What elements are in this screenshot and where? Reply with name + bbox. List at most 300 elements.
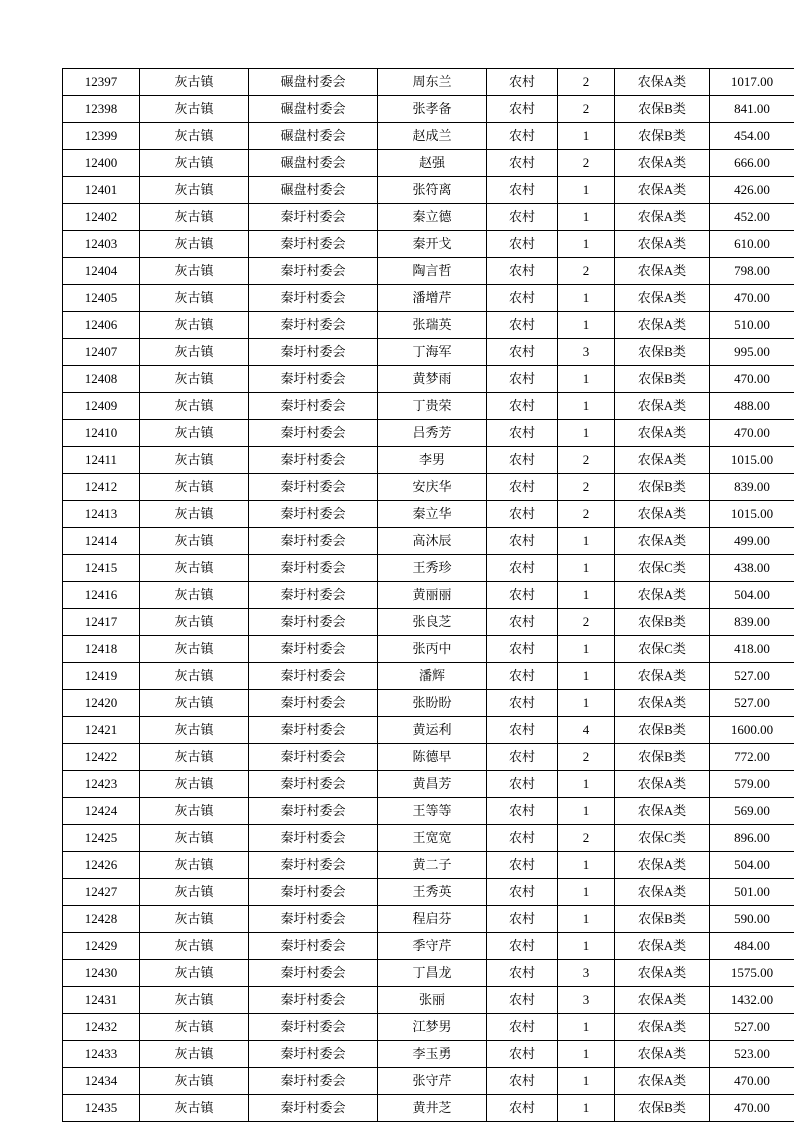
cell-persons: 1: [558, 204, 615, 231]
cell-category: 农保B类: [615, 609, 710, 636]
cell-name: 陈德早: [378, 744, 487, 771]
table-row: [63, 366, 794, 393]
cell-category: 农保A类: [615, 798, 710, 825]
cell-name: 李男: [378, 447, 487, 474]
cell-household-type: 农村: [487, 1068, 558, 1095]
cell-persons: 2: [558, 258, 615, 285]
cell-household-type: 农村: [487, 663, 558, 690]
cell-category: 农保A类: [615, 1068, 710, 1095]
cell-village: 秦圩村委会: [249, 582, 378, 609]
cell-name: 程启芬: [378, 906, 487, 933]
table-row: [63, 555, 794, 582]
cell-town: 灰古镇: [140, 1068, 249, 1095]
cell-town: 灰古镇: [140, 69, 249, 96]
cell-name: 张孝备: [378, 96, 487, 123]
cell-amount: 418.00: [710, 636, 794, 663]
cell-amount: 510.00: [710, 312, 794, 339]
cell-persons: 1: [558, 1095, 615, 1122]
cell-id: 12397: [63, 69, 140, 96]
cell-household-type: 农村: [487, 285, 558, 312]
cell-amount: 499.00: [710, 528, 794, 555]
cell-name: 丁昌龙: [378, 960, 487, 987]
cell-id: 12403: [63, 231, 140, 258]
cell-household-type: 农村: [487, 906, 558, 933]
cell-category: 农保A类: [615, 528, 710, 555]
cell-town: 灰古镇: [140, 447, 249, 474]
table-row: [63, 960, 794, 987]
cell-name: 王秀珍: [378, 555, 487, 582]
cell-name: 黄丽丽: [378, 582, 487, 609]
cell-category: 农保B类: [615, 1095, 710, 1122]
cell-amount: 484.00: [710, 933, 794, 960]
cell-name: 秦立德: [378, 204, 487, 231]
cell-persons: 1: [558, 555, 615, 582]
cell-name: 丁贵荣: [378, 393, 487, 420]
cell-persons: 2: [558, 69, 615, 96]
cell-id: 12419: [63, 663, 140, 690]
cell-category: 农保A类: [615, 69, 710, 96]
cell-amount: 454.00: [710, 123, 794, 150]
cell-name: 张丽: [378, 987, 487, 1014]
cell-household-type: 农村: [487, 690, 558, 717]
cell-category: 农保A类: [615, 285, 710, 312]
cell-persons: 1: [558, 771, 615, 798]
cell-id: 12420: [63, 690, 140, 717]
cell-category: 农保C类: [615, 825, 710, 852]
cell-id: 12427: [63, 879, 140, 906]
cell-id: 12399: [63, 123, 140, 150]
cell-amount: 470.00: [710, 420, 794, 447]
cell-category: 农保A类: [615, 690, 710, 717]
cell-category: 农保A类: [615, 663, 710, 690]
cell-name: 安庆华: [378, 474, 487, 501]
cell-household-type: 农村: [487, 879, 558, 906]
cell-category: 农保A类: [615, 1014, 710, 1041]
cell-name: 张符离: [378, 177, 487, 204]
cell-household-type: 农村: [487, 609, 558, 636]
cell-persons: 1: [558, 312, 615, 339]
cell-village: 秦圩村委会: [249, 528, 378, 555]
table-row: [63, 744, 794, 771]
cell-town: 灰古镇: [140, 771, 249, 798]
cell-amount: 772.00: [710, 744, 794, 771]
table-row: [63, 474, 794, 501]
cell-village: 秦圩村委会: [249, 717, 378, 744]
cell-town: 灰古镇: [140, 987, 249, 1014]
cell-persons: 1: [558, 636, 615, 663]
table-row: [63, 825, 794, 852]
cell-category: 农保B类: [615, 474, 710, 501]
cell-town: 灰古镇: [140, 96, 249, 123]
cell-household-type: 农村: [487, 582, 558, 609]
table-row: [63, 933, 794, 960]
table-row: [63, 231, 794, 258]
cell-id: 12410: [63, 420, 140, 447]
table-row: [63, 771, 794, 798]
cell-id: 12428: [63, 906, 140, 933]
table-row: [63, 177, 794, 204]
cell-name: 赵成兰: [378, 123, 487, 150]
cell-name: 黄井芝: [378, 1095, 487, 1122]
cell-id: 12435: [63, 1095, 140, 1122]
cell-id: 12402: [63, 204, 140, 231]
cell-name: 张盼盼: [378, 690, 487, 717]
cell-village: 秦圩村委会: [249, 987, 378, 1014]
cell-village: 秦圩村委会: [249, 366, 378, 393]
cell-category: 农保B类: [615, 339, 710, 366]
cell-category: 农保B类: [615, 744, 710, 771]
table-row: [63, 285, 794, 312]
cell-amount: 666.00: [710, 150, 794, 177]
cell-category: 农保A类: [615, 879, 710, 906]
cell-amount: 1015.00: [710, 447, 794, 474]
cell-town: 灰古镇: [140, 528, 249, 555]
cell-id: 12429: [63, 933, 140, 960]
cell-town: 灰古镇: [140, 231, 249, 258]
cell-id: 12412: [63, 474, 140, 501]
cell-household-type: 农村: [487, 744, 558, 771]
cell-name: 黄梦雨: [378, 366, 487, 393]
cell-persons: 1: [558, 906, 615, 933]
cell-household-type: 农村: [487, 1014, 558, 1041]
cell-household-type: 农村: [487, 420, 558, 447]
cell-persons: 2: [558, 150, 615, 177]
cell-name: 秦立华: [378, 501, 487, 528]
cell-village: 秦圩村委会: [249, 555, 378, 582]
cell-id: 12422: [63, 744, 140, 771]
table-row: [63, 1095, 794, 1122]
cell-amount: 438.00: [710, 555, 794, 582]
cell-village: 秦圩村委会: [249, 1014, 378, 1041]
cell-name: 王等等: [378, 798, 487, 825]
cell-category: 农保B类: [615, 366, 710, 393]
cell-amount: 470.00: [710, 366, 794, 393]
cell-id: 12398: [63, 96, 140, 123]
cell-category: 农保A类: [615, 231, 710, 258]
cell-household-type: 农村: [487, 231, 558, 258]
cell-household-type: 农村: [487, 204, 558, 231]
cell-household-type: 农村: [487, 150, 558, 177]
cell-town: 灰古镇: [140, 1095, 249, 1122]
table-row: [63, 1014, 794, 1041]
table-row: [63, 690, 794, 717]
cell-category: 农保A类: [615, 960, 710, 987]
cell-amount: 470.00: [710, 285, 794, 312]
cell-amount: 569.00: [710, 798, 794, 825]
cell-household-type: 农村: [487, 987, 558, 1014]
cell-household-type: 农村: [487, 258, 558, 285]
cell-amount: 1432.00: [710, 987, 794, 1014]
cell-town: 灰古镇: [140, 609, 249, 636]
cell-id: 12415: [63, 555, 140, 582]
cell-household-type: 农村: [487, 366, 558, 393]
cell-category: 农保B类: [615, 717, 710, 744]
cell-persons: 1: [558, 879, 615, 906]
cell-village: 碾盘村委会: [249, 96, 378, 123]
cell-household-type: 农村: [487, 528, 558, 555]
table-row: [63, 663, 794, 690]
table-row: [63, 582, 794, 609]
table-row: [63, 123, 794, 150]
cell-id: 12426: [63, 852, 140, 879]
cell-village: 秦圩村委会: [249, 663, 378, 690]
cell-town: 灰古镇: [140, 285, 249, 312]
cell-town: 灰古镇: [140, 744, 249, 771]
cell-town: 灰古镇: [140, 933, 249, 960]
cell-persons: 1: [558, 285, 615, 312]
cell-persons: 1: [558, 1068, 615, 1095]
cell-persons: 1: [558, 852, 615, 879]
cell-village: 碾盘村委会: [249, 123, 378, 150]
cell-id: 12409: [63, 393, 140, 420]
table-row: [63, 150, 794, 177]
cell-persons: 1: [558, 1041, 615, 1068]
cell-name: 黄昌芳: [378, 771, 487, 798]
table-row: [63, 636, 794, 663]
table-row: [63, 420, 794, 447]
cell-persons: 1: [558, 393, 615, 420]
cell-household-type: 农村: [487, 771, 558, 798]
cell-category: 农保A类: [615, 852, 710, 879]
cell-amount: 995.00: [710, 339, 794, 366]
cell-town: 灰古镇: [140, 366, 249, 393]
cell-household-type: 农村: [487, 447, 558, 474]
cell-village: 秦圩村委会: [249, 501, 378, 528]
cell-town: 灰古镇: [140, 663, 249, 690]
cell-id: 12408: [63, 366, 140, 393]
table-row: [63, 852, 794, 879]
cell-village: 碾盘村委会: [249, 150, 378, 177]
cell-household-type: 农村: [487, 69, 558, 96]
cell-amount: 1600.00: [710, 717, 794, 744]
cell-amount: 839.00: [710, 474, 794, 501]
cell-amount: 488.00: [710, 393, 794, 420]
cell-household-type: 农村: [487, 960, 558, 987]
cell-amount: 1015.00: [710, 501, 794, 528]
cell-village: 秦圩村委会: [249, 960, 378, 987]
cell-town: 灰古镇: [140, 1014, 249, 1041]
cell-town: 灰古镇: [140, 879, 249, 906]
table-row: [63, 879, 794, 906]
cell-village: 碾盘村委会: [249, 69, 378, 96]
table-row: [63, 609, 794, 636]
cell-persons: 1: [558, 420, 615, 447]
table-row: [63, 204, 794, 231]
cell-id: 12433: [63, 1041, 140, 1068]
cell-town: 灰古镇: [140, 1041, 249, 1068]
table-row: [63, 258, 794, 285]
cell-name: 陶言哲: [378, 258, 487, 285]
table-row: [63, 528, 794, 555]
cell-persons: 2: [558, 609, 615, 636]
table-row: [63, 717, 794, 744]
cell-village: 秦圩村委会: [249, 285, 378, 312]
cell-id: 12406: [63, 312, 140, 339]
cell-town: 灰古镇: [140, 393, 249, 420]
cell-amount: 470.00: [710, 1068, 794, 1095]
table-row: [63, 312, 794, 339]
cell-persons: 1: [558, 690, 615, 717]
cell-persons: 1: [558, 582, 615, 609]
cell-town: 灰古镇: [140, 717, 249, 744]
cell-persons: 4: [558, 717, 615, 744]
cell-village: 秦圩村委会: [249, 690, 378, 717]
cell-household-type: 农村: [487, 177, 558, 204]
cell-town: 灰古镇: [140, 555, 249, 582]
cell-household-type: 农村: [487, 339, 558, 366]
cell-amount: 610.00: [710, 231, 794, 258]
cell-id: 12404: [63, 258, 140, 285]
cell-name: 王秀英: [378, 879, 487, 906]
cell-household-type: 农村: [487, 555, 558, 582]
cell-category: 农保A类: [615, 987, 710, 1014]
cell-name: 周东兰: [378, 69, 487, 96]
cell-town: 灰古镇: [140, 825, 249, 852]
cell-town: 灰古镇: [140, 636, 249, 663]
cell-village: 秦圩村委会: [249, 393, 378, 420]
cell-category: 农保C类: [615, 636, 710, 663]
cell-amount: 504.00: [710, 582, 794, 609]
cell-name: 黄运利: [378, 717, 487, 744]
cell-name: 张守芹: [378, 1068, 487, 1095]
cell-name: 张瑞英: [378, 312, 487, 339]
cell-town: 灰古镇: [140, 906, 249, 933]
cell-household-type: 农村: [487, 1095, 558, 1122]
cell-category: 农保B类: [615, 96, 710, 123]
cell-category: 农保A类: [615, 771, 710, 798]
cell-village: 秦圩村委会: [249, 879, 378, 906]
cell-village: 秦圩村委会: [249, 420, 378, 447]
cell-name: 王宽宽: [378, 825, 487, 852]
cell-id: 12407: [63, 339, 140, 366]
cell-village: 秦圩村委会: [249, 447, 378, 474]
cell-category: 农保A类: [615, 150, 710, 177]
cell-name: 潘增芹: [378, 285, 487, 312]
cell-persons: 1: [558, 1014, 615, 1041]
cell-id: 12430: [63, 960, 140, 987]
cell-town: 灰古镇: [140, 798, 249, 825]
cell-name: 张良芝: [378, 609, 487, 636]
cell-village: 秦圩村委会: [249, 609, 378, 636]
table-row: [63, 501, 794, 528]
cell-persons: 1: [558, 177, 615, 204]
cell-id: 12434: [63, 1068, 140, 1095]
cell-village: 秦圩村委会: [249, 933, 378, 960]
cell-persons: 3: [558, 987, 615, 1014]
table-row: [63, 987, 794, 1014]
cell-name: 丁海军: [378, 339, 487, 366]
cell-town: 灰古镇: [140, 177, 249, 204]
cell-town: 灰古镇: [140, 150, 249, 177]
cell-town: 灰古镇: [140, 204, 249, 231]
cell-persons: 3: [558, 339, 615, 366]
cell-category: 农保A类: [615, 447, 710, 474]
cell-household-type: 农村: [487, 474, 558, 501]
cell-name: 秦开戈: [378, 231, 487, 258]
cell-town: 灰古镇: [140, 312, 249, 339]
cell-amount: 527.00: [710, 663, 794, 690]
cell-persons: 2: [558, 744, 615, 771]
cell-amount: 839.00: [710, 609, 794, 636]
subsidy-recipients-table: [62, 68, 794, 1122]
cell-id: 12424: [63, 798, 140, 825]
table-row: [63, 69, 794, 96]
cell-category: 农保A类: [615, 1041, 710, 1068]
cell-id: 12423: [63, 771, 140, 798]
cell-id: 12418: [63, 636, 140, 663]
cell-household-type: 农村: [487, 96, 558, 123]
cell-village: 秦圩村委会: [249, 1041, 378, 1068]
cell-category: 农保A类: [615, 177, 710, 204]
cell-village: 秦圩村委会: [249, 744, 378, 771]
cell-village: 秦圩村委会: [249, 258, 378, 285]
cell-amount: 452.00: [710, 204, 794, 231]
cell-category: 农保A类: [615, 420, 710, 447]
cell-name: 黄二子: [378, 852, 487, 879]
table-row: [63, 447, 794, 474]
cell-village: 秦圩村委会: [249, 1068, 378, 1095]
cell-persons: 1: [558, 933, 615, 960]
table-row: [63, 1068, 794, 1095]
cell-category: 农保B类: [615, 123, 710, 150]
cell-household-type: 农村: [487, 717, 558, 744]
cell-name: 高沐辰: [378, 528, 487, 555]
table-row: [63, 96, 794, 123]
cell-village: 秦圩村委会: [249, 771, 378, 798]
cell-amount: 527.00: [710, 1014, 794, 1041]
cell-village: 秦圩村委会: [249, 636, 378, 663]
cell-amount: 841.00: [710, 96, 794, 123]
cell-village: 秦圩村委会: [249, 825, 378, 852]
cell-amount: 1017.00: [710, 69, 794, 96]
cell-persons: 2: [558, 474, 615, 501]
cell-id: 12400: [63, 150, 140, 177]
cell-amount: 504.00: [710, 852, 794, 879]
cell-category: 农保A类: [615, 582, 710, 609]
cell-name: 季守芹: [378, 933, 487, 960]
cell-amount: 470.00: [710, 1095, 794, 1122]
cell-persons: 1: [558, 528, 615, 555]
cell-id: 12414: [63, 528, 140, 555]
cell-village: 秦圩村委会: [249, 204, 378, 231]
cell-household-type: 农村: [487, 636, 558, 663]
cell-amount: 426.00: [710, 177, 794, 204]
table-body: [63, 69, 794, 1122]
cell-town: 灰古镇: [140, 474, 249, 501]
cell-persons: 1: [558, 123, 615, 150]
cell-name: 江梦男: [378, 1014, 487, 1041]
cell-category: 农保A类: [615, 258, 710, 285]
cell-category: 农保B类: [615, 906, 710, 933]
table-row: [63, 1041, 794, 1068]
cell-town: 灰古镇: [140, 582, 249, 609]
cell-persons: 2: [558, 96, 615, 123]
cell-household-type: 农村: [487, 312, 558, 339]
cell-id: 12411: [63, 447, 140, 474]
cell-id: 12413: [63, 501, 140, 528]
cell-town: 灰古镇: [140, 690, 249, 717]
cell-category: 农保A类: [615, 501, 710, 528]
cell-village: 秦圩村委会: [249, 231, 378, 258]
cell-id: 12416: [63, 582, 140, 609]
cell-amount: 590.00: [710, 906, 794, 933]
cell-amount: 798.00: [710, 258, 794, 285]
cell-persons: 1: [558, 663, 615, 690]
cell-amount: 896.00: [710, 825, 794, 852]
cell-name: 赵强: [378, 150, 487, 177]
cell-household-type: 农村: [487, 798, 558, 825]
cell-category: 农保A类: [615, 312, 710, 339]
